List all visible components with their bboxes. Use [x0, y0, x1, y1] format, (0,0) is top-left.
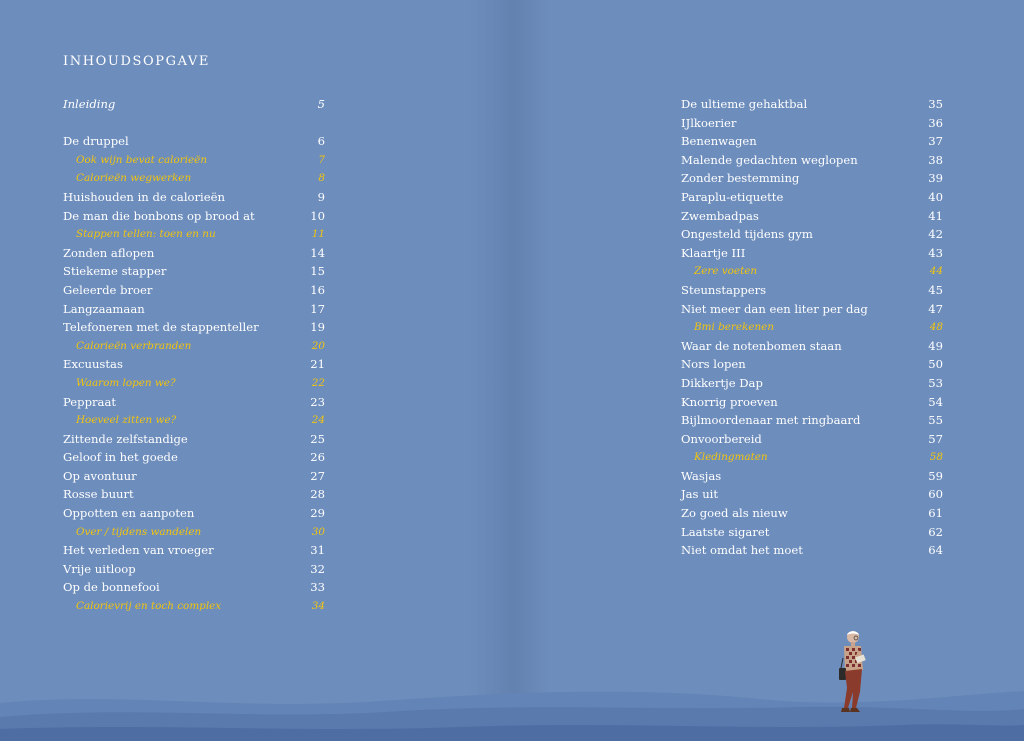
toc-subentry [63, 411, 325, 430]
toc-entry-page: 39 [928, 171, 943, 186]
toc-entry-page: 57 [928, 431, 943, 446]
toc-entry-page: 50 [928, 357, 943, 372]
toc-entry-page: 43 [928, 245, 943, 260]
toc-entry-page: 42 [928, 227, 943, 242]
toc-entry-title: Dikkertje Dap [681, 375, 763, 390]
toc-entry-title: Zonder bestemming [681, 171, 800, 186]
toc-entry-title: Calorievrij en toch complex [76, 600, 222, 613]
toc-entry-page: 44 [929, 265, 943, 278]
toc-subentry [63, 225, 325, 244]
toc-entry [681, 188, 943, 207]
toc-entry [681, 374, 943, 393]
toc-entry-page: 8 [318, 172, 325, 185]
toc-entry-page: 61 [928, 506, 943, 521]
toc-entry-title: Bmi berekenen [694, 321, 775, 334]
toc-entry-title: Huishouden in de calorieën [63, 189, 225, 204]
toc-entry-title: Vrije uitloop [63, 561, 136, 576]
page-gutter [470, 0, 550, 741]
toc-entry-title: Peppraat [63, 394, 117, 409]
toc-entry [63, 560, 325, 579]
toc-entry-page: 34 [311, 600, 325, 613]
toc-entry-page: 9 [317, 189, 325, 204]
toc-entry-page: 25 [310, 431, 325, 446]
toc-subentry [681, 262, 943, 281]
toc-entry-page: 41 [928, 208, 943, 223]
toc-entry [681, 281, 943, 300]
toc-entry-title: Ongesteld tijdens gym [681, 227, 813, 242]
toc-entry [681, 225, 943, 244]
toc-entry-title: Klaartje III [681, 245, 746, 260]
toc-entry-page: 26 [310, 450, 325, 465]
toc-entry-page: 7 [318, 153, 325, 166]
toc-entry-title: Onvoorbereid [681, 431, 762, 446]
toc-entry [681, 244, 943, 263]
toc-entry-title: Jas uit [681, 487, 719, 502]
toc-entry-title: Niet omdat het moet [681, 543, 803, 558]
toc-entry [63, 448, 325, 467]
toc-subentry [681, 448, 943, 467]
toc-entry-page: 28 [310, 487, 325, 502]
toc-entry-title: Over / tijdens wandelen [76, 525, 202, 538]
toc-entry-title: Inleiding [63, 97, 116, 111]
toc-entry-page: 22 [311, 376, 325, 389]
toc-entry-title: Hoeveel zitten we? [76, 414, 177, 427]
toc-entry-page: 31 [310, 543, 325, 558]
toc-entry-title: Rosse buurt [63, 487, 134, 502]
toc-entry-page: 20 [311, 339, 325, 352]
toc-entry [681, 95, 943, 114]
toc-entry-page: 10 [310, 208, 325, 223]
toc-entry-page: 47 [928, 301, 943, 316]
toc-entry-title: Waarom lopen we? [76, 376, 176, 389]
toc-entry-page: 48 [929, 321, 943, 334]
toc-entry-title: Telefoneren met de stappenteller [63, 320, 259, 335]
toc-left-column [63, 95, 325, 616]
toc-entry-page: 40 [928, 189, 943, 204]
toc-entry-title: Zonden aflopen [63, 245, 155, 260]
toc-entry-page: 36 [928, 115, 943, 130]
toc-entry-title: De ultieme gehaktbal [681, 97, 808, 111]
toc-entry-title: Knorrig proeven [681, 394, 778, 409]
toc-entry-title: Waar de notenbomen staan [681, 338, 842, 353]
toc-entry [63, 132, 325, 151]
toc-subentry [63, 151, 325, 170]
toc-entry-title: Bijlmoordenaar met ringbaard [681, 413, 861, 428]
toc-entry-page: 5 [317, 97, 325, 111]
toc-entry-title: Steunstappers [681, 282, 767, 297]
toc-entry-page: 30 [311, 525, 325, 538]
toc-entry-title: De druppel [63, 134, 129, 149]
toc-entry [63, 430, 325, 449]
toc-entry-title: Nors lopen [681, 357, 746, 372]
toc-entry-title: Oppotten en aanpoten [63, 506, 195, 521]
toc-entry-page: 64 [928, 543, 943, 558]
toc-right-column [681, 95, 943, 560]
toc-entry-title: Op de bonnefooi [63, 580, 160, 595]
toc-entry-page: 33 [310, 580, 325, 595]
toc-entry-title: Zittende zelfstandige [63, 431, 188, 446]
toc-entry [63, 467, 325, 486]
toc-entry-title: Op avontuur [63, 468, 137, 483]
toc-intro-entry [63, 95, 325, 114]
toc-entry [63, 207, 325, 226]
toc-entry [681, 523, 943, 542]
toc-entry-title: De man die bonbons op brood at [63, 208, 255, 223]
toc-entry-page: 19 [310, 320, 325, 335]
toc-entry-title: Paraplu-etiquette [681, 189, 784, 204]
toc-entry-page: 17 [310, 301, 325, 316]
toc-entry [681, 467, 943, 486]
page-title: INHOUDSOPGAVE [63, 54, 210, 69]
toc-entry-title: Calorieën wegwerken [76, 172, 192, 185]
wave-decoration [0, 681, 1024, 741]
toc-subentry [63, 597, 325, 616]
toc-entry-page: 11 [311, 228, 325, 241]
toc-entry-page: 55 [928, 413, 943, 428]
toc-entry [63, 355, 325, 374]
toc-entry-page: 59 [928, 468, 943, 483]
toc-entry-page: 23 [310, 394, 325, 409]
toc-entry [63, 318, 325, 337]
toc-entry-title: Laatste sigaret [681, 524, 770, 539]
toc-entry-page: 62 [928, 524, 943, 539]
toc-entry-title: Zere voeten [694, 265, 758, 278]
toc-entry-title: Langzaamaan [63, 301, 145, 316]
toc-subentry [681, 318, 943, 337]
toc-entry [63, 485, 325, 504]
toc-entry [681, 337, 943, 356]
toc-entry-title: Kledingmaten [694, 451, 768, 464]
toc-entry-title: Niet meer dan een liter per dag [681, 301, 868, 316]
toc-entry-title: Malende gedachten weglopen [681, 152, 858, 167]
toc-entry-page: 60 [928, 487, 943, 502]
toc-entry [63, 262, 325, 281]
toc-entry-page: 54 [928, 394, 943, 409]
toc-entry [681, 393, 943, 412]
toc-entry [63, 188, 325, 207]
toc-entry [681, 541, 943, 560]
toc-entry [681, 355, 943, 374]
toc-entry [681, 430, 943, 449]
toc-entry [63, 504, 325, 523]
toc-entry [681, 485, 943, 504]
toc-entry [681, 114, 943, 133]
toc-subentry [63, 169, 325, 188]
toc-entry-page: 58 [929, 451, 943, 464]
toc-entry [63, 281, 325, 300]
toc-entry-title: Zwembadpas [681, 208, 759, 223]
toc-entry [63, 244, 325, 263]
toc-entry [681, 504, 943, 523]
toc-entry [63, 393, 325, 412]
toc-entry-page: 49 [928, 338, 943, 353]
toc-entry [681, 151, 943, 170]
toc-entry-page: 37 [928, 134, 943, 149]
toc-entry-page: 32 [310, 561, 325, 576]
toc-entry-page: 35 [928, 97, 943, 111]
toc-entry-title: Calorieën verbranden [76, 339, 192, 352]
toc-entry-page: 6 [317, 134, 325, 149]
toc-entry-title: Het verleden van vroeger [63, 543, 214, 558]
toc-entry [681, 411, 943, 430]
toc-entry-title: Excuustas [63, 357, 123, 372]
toc-entry-title: Stiekeme stapper [63, 264, 167, 279]
toc-entry-title: Ook wijn bevat calorieën [76, 153, 208, 166]
toc-entry [681, 169, 943, 188]
walking-man-illustration [834, 628, 868, 718]
toc-entry-title: Benenwagen [681, 134, 757, 149]
toc-entry [63, 541, 325, 560]
toc-entry-title: Wasjas [681, 468, 722, 483]
toc-entry-title: Zo goed als nieuw [681, 506, 788, 521]
toc-entry-page: 29 [310, 506, 325, 521]
toc-subentry [63, 337, 325, 356]
toc-entry-page: 38 [928, 152, 943, 167]
toc-entry-page: 27 [310, 468, 325, 483]
toc-entry [681, 207, 943, 226]
toc-entry [63, 578, 325, 597]
toc-entry-page: 24 [311, 414, 325, 427]
toc-entry-page: 45 [928, 282, 943, 297]
toc-entry-title: Geloof in het goede [63, 450, 178, 465]
toc-subentry [63, 374, 325, 393]
toc-entry-title: IJlkoerier [681, 115, 737, 130]
toc-entry [681, 132, 943, 151]
toc-entry [63, 300, 325, 319]
toc-entry-page: 16 [310, 282, 325, 297]
toc-entry-title: Stappen tellen: toen en nu [76, 228, 216, 241]
toc-entry-page: 15 [310, 264, 325, 279]
toc-entry-page: 14 [310, 245, 325, 260]
toc-subentry [63, 523, 325, 542]
toc-entry [681, 300, 943, 319]
toc-entry-title: Geleerde broer [63, 282, 153, 297]
toc-entry-page: 53 [928, 375, 943, 390]
toc-entry-page: 21 [310, 357, 325, 372]
